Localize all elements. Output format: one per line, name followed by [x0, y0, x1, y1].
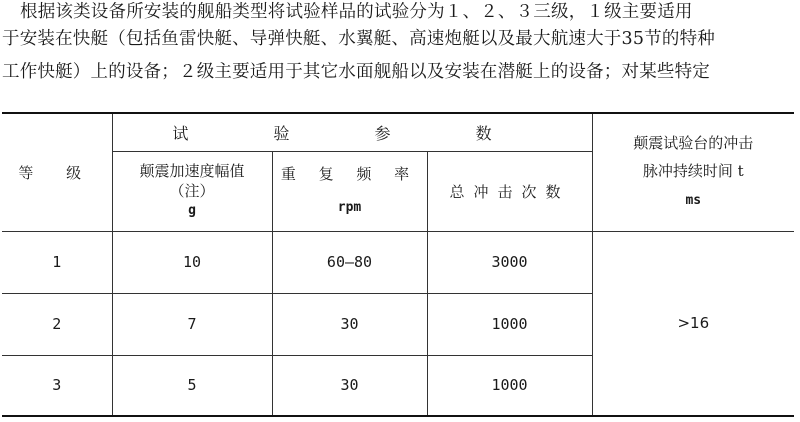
cell-acceleration: 10 — [112, 231, 272, 293]
cell-frequency: 30 — [272, 355, 427, 416]
cell-frequency: 60—80 — [272, 231, 427, 293]
header-acceleration — [112, 151, 272, 231]
header-total-count-label: 总冲击次数 — [449, 182, 570, 201]
cell-total-count: 1000 — [427, 355, 592, 416]
header-test-params — [112, 113, 592, 151]
header-shock-duration-title: 颠震试验台的冲击 — [633, 134, 754, 153]
header-shock-duration — [592, 113, 794, 231]
cell-grade: 1 — [2, 231, 112, 293]
header-frequency-unit: rpm — [337, 200, 362, 215]
cell-total-count: 3000 — [427, 231, 592, 293]
cell-shock-duration: >16 — [592, 231, 794, 416]
header-acceleration-note: （注） — [169, 182, 215, 200]
header-acceleration-unit: g — [188, 203, 196, 218]
header-shock-duration-sub: 脉冲持续时间 t — [642, 162, 744, 181]
header-grade — [2, 113, 112, 231]
test-grade-table — [2, 112, 794, 417]
header-acceleration-title: 颠震加速度幅值 — [139, 162, 245, 180]
cell-total-count: 1000 — [427, 293, 592, 355]
paragraph-line-3: 工作快艇）上的设备；２级主要适用于其它水面舰船以及安装在潜艇上的设备；对某些特定 — [2, 62, 710, 82]
cell-frequency: 30 — [272, 293, 427, 355]
cell-acceleration: 7 — [112, 293, 272, 355]
table-header-row-1 — [2, 113, 794, 151]
header-grade-label: 等 级 — [18, 163, 96, 182]
paragraph-line-1: 根据该类设备所安装的舰船类型将试验样品的试验分为１、２、３三级，１级主要适用 — [20, 2, 693, 22]
cell-grade: 3 — [2, 355, 112, 416]
header-test-params-label: 试 验 参 数 — [172, 123, 532, 143]
table-row — [2, 231, 794, 293]
header-shock-duration-unit: ms — [685, 193, 702, 209]
header-frequency-title: 重 复 频 率 — [280, 165, 419, 183]
cell-grade: 2 — [2, 293, 112, 355]
test-grade-table-wrapper — [2, 112, 794, 415]
header-total-count — [427, 151, 592, 231]
cell-acceleration: 5 — [112, 355, 272, 416]
header-frequency — [272, 151, 427, 231]
paragraph-line-2: 于安装在快艇（包括鱼雷快艇、导弹快艇、水翼艇、高速炮艇以及最大航速大于35节的特种 — [2, 29, 715, 49]
